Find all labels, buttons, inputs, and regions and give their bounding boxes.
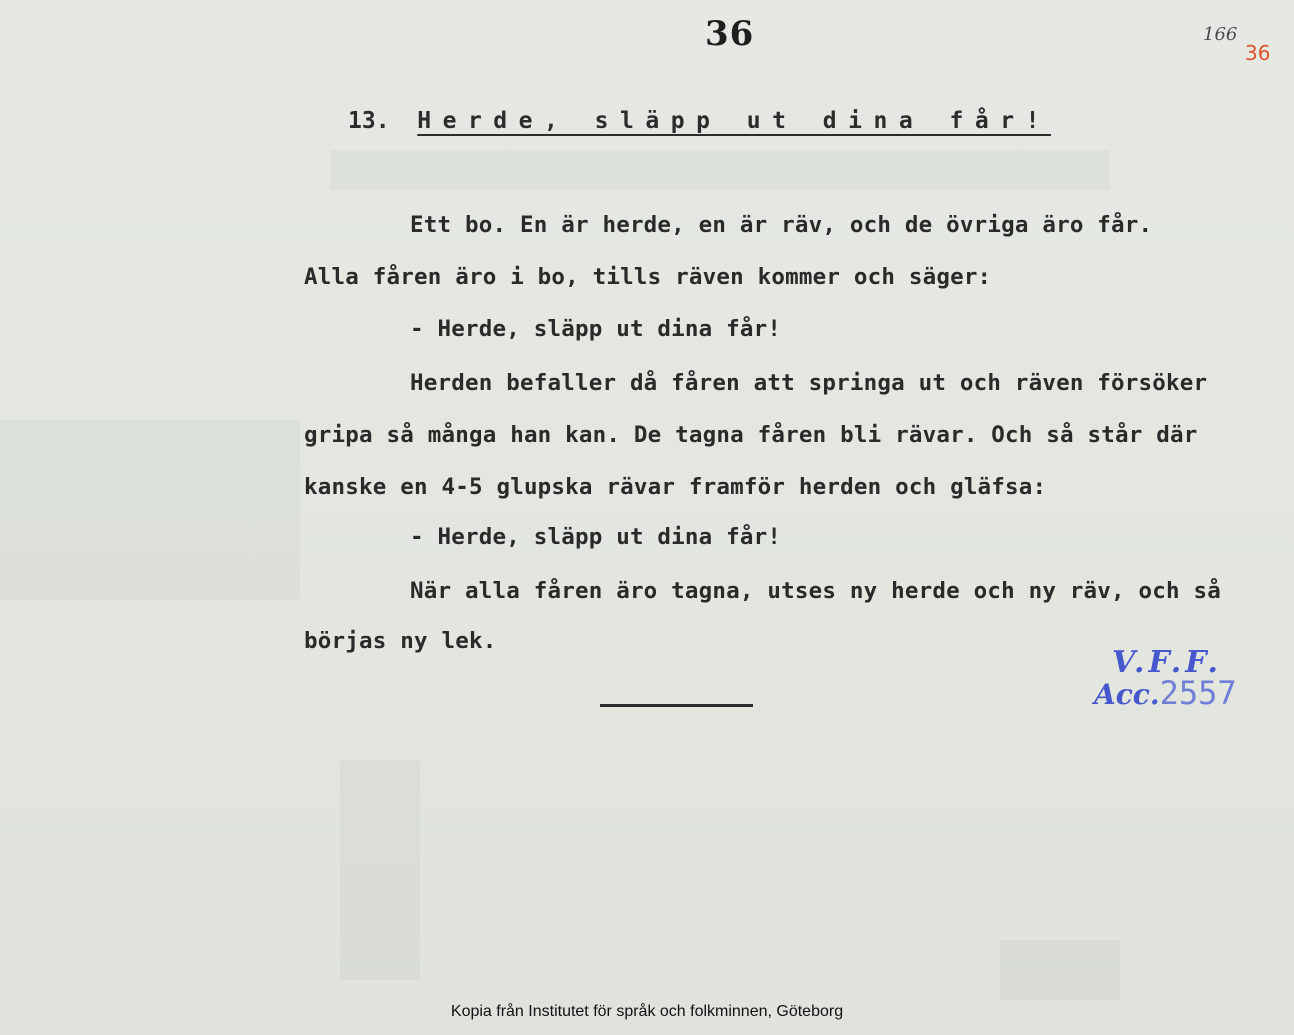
handwritten-page-number: 166 — [1203, 24, 1238, 45]
footer-credit: Kopia från Institutet för språk och folkminnen, Göteborg — [450, 1003, 844, 1020]
body-line: - Herde, släpp ut dina får! — [410, 316, 782, 342]
body-line: Herden befaller då fåren att springa ut och räven försöker — [410, 370, 1208, 396]
body-line: När alla fåren äro tagna, utses ny herde och ny räv, och så — [410, 578, 1222, 604]
page-number: 36 — [705, 14, 755, 54]
body-line: - Herde, släpp ut dina får! — [410, 524, 782, 550]
body-line: Alla fåren äro i bo, tills räven kommer och säger: — [304, 264, 992, 290]
closing-rule — [600, 704, 753, 707]
heading-title: Herde, släpp ut dina får! — [417, 108, 1051, 134]
stamp-accession-number: 2557 — [1159, 674, 1237, 712]
body-line: kanske en 4-5 glupska rävar framför herden och gläfsa: — [304, 474, 1047, 500]
body-line: börjas ny lek. — [304, 628, 497, 654]
heading-number: 13. — [348, 108, 390, 134]
show-through — [340, 760, 420, 980]
body-line: gripa så många han kan. De tagna fåren bli rävar. Och så står där — [304, 422, 1198, 448]
body-line: Ett bo. En är herde, en är räv, och de övriga äro får. — [410, 212, 1153, 238]
section-heading — [348, 108, 1051, 134]
stamp-acc-prefix: Acc. — [1094, 678, 1160, 711]
show-through — [330, 150, 1110, 190]
show-through — [0, 420, 300, 600]
stamp-initials: V.F.F. — [1112, 645, 1222, 680]
show-through — [1000, 940, 1120, 1000]
red-page-number: 36 — [1245, 41, 1271, 65]
archive-stamp — [1094, 645, 1237, 712]
